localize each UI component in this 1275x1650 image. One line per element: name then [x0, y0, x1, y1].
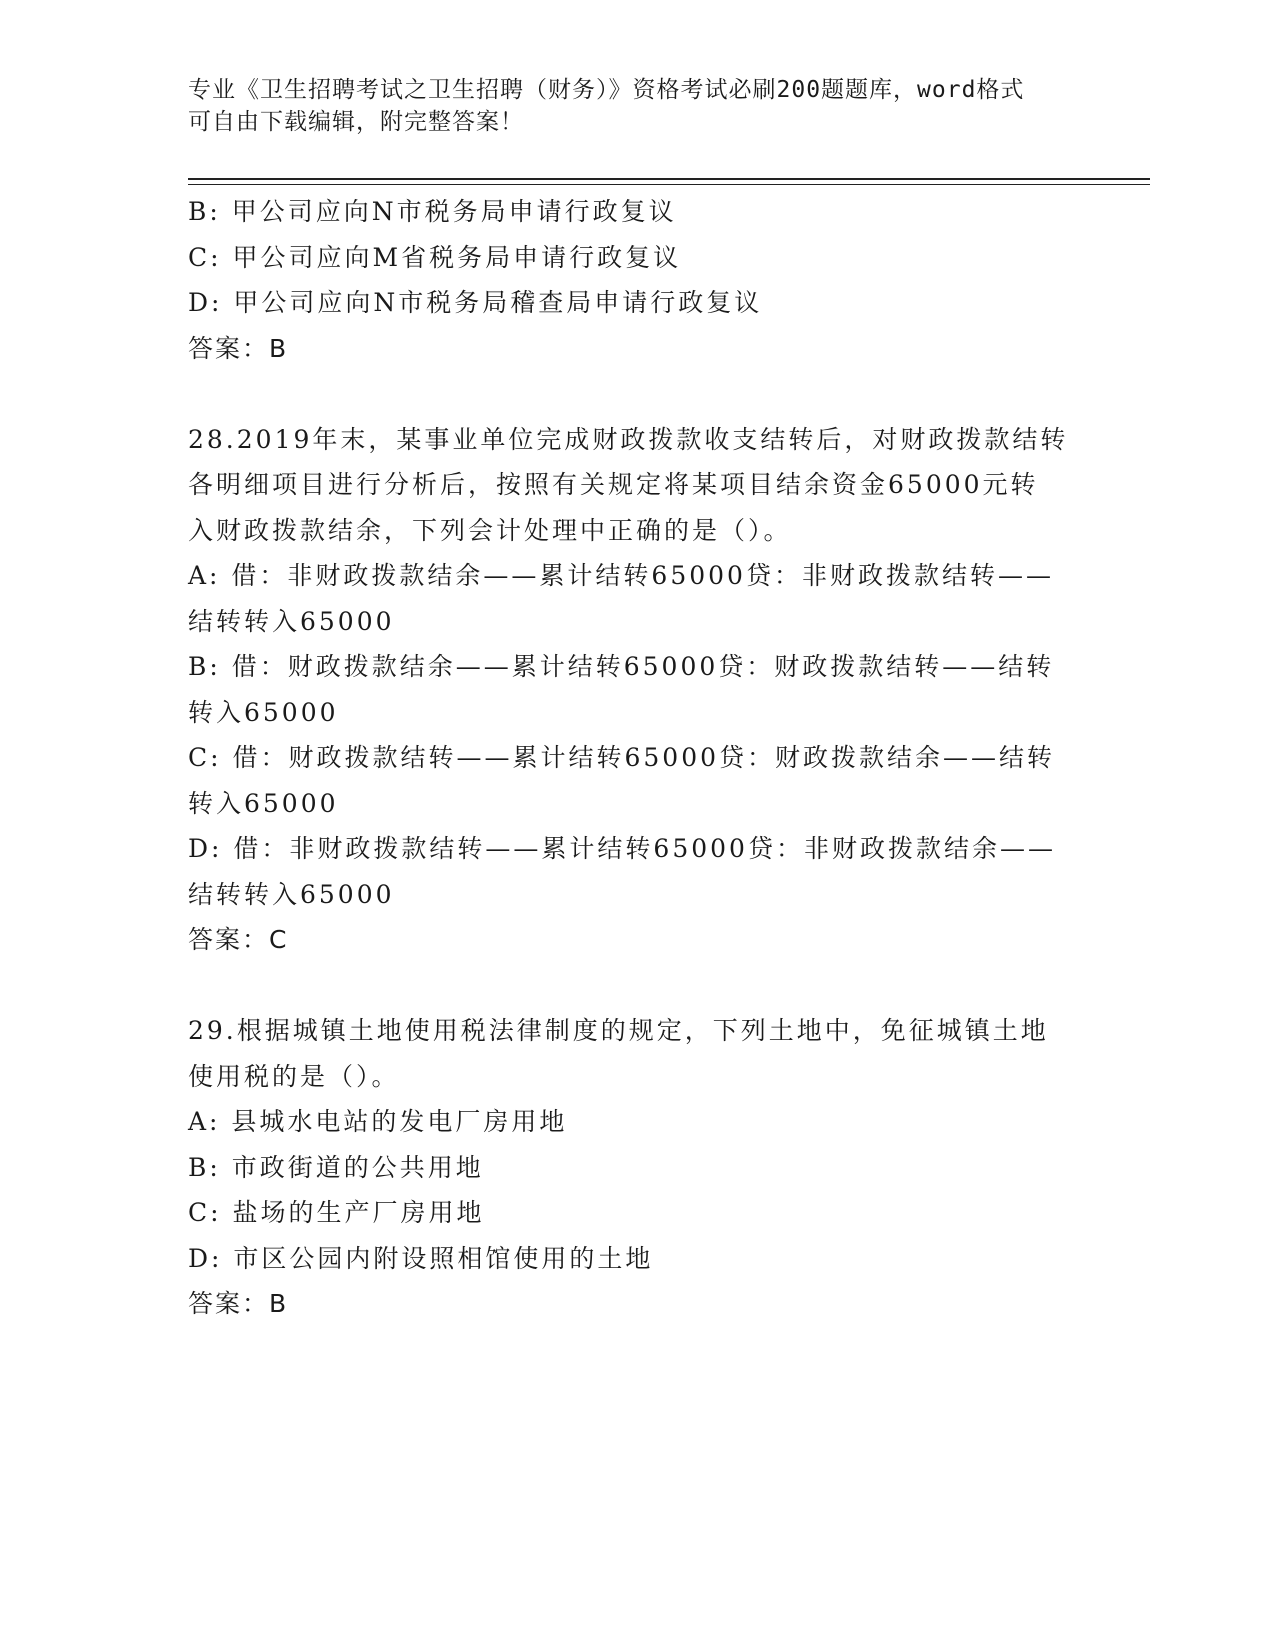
spacer [188, 963, 1088, 1009]
option-d: D: 市区公园内附设照相馆使用的土地 [188, 1243, 654, 1273]
option-c-continued: 转入65000 [188, 788, 339, 818]
header-title-line-2: 可自由下载编辑，附完整答案！ [188, 109, 524, 135]
question-content [188, 189, 1088, 1327]
option-d: D: 甲公司应向N市税务局稽查局申请行政复议 [188, 288, 763, 317]
spacer [188, 371, 1088, 417]
option-c: C: 借：财政拨款结转——累计结转65000贷：财政拨款结余——结转 [188, 743, 1056, 772]
answer-label: 答案：B [188, 1289, 289, 1318]
document-header [188, 74, 1088, 138]
question-stem-line: 使用税的是（）。 [188, 1061, 400, 1091]
option-b: B: 借：财政拨款结余——累计结转65000贷：财政拨款结转——结转 [188, 652, 1055, 681]
option-a: A: 县城水电站的发电厂房用地 [188, 1107, 568, 1136]
question-29 [188, 1008, 1088, 1327]
option-b-continued: 转入65000 [188, 697, 339, 727]
question-28 [188, 417, 1088, 963]
option-c: C: 盐场的生产厂房用地 [188, 1198, 485, 1227]
option-b: B: 甲公司应向N市税务局申请行政复议 [188, 197, 677, 226]
header-title-line-1: 专业《卫生招聘考试之卫生招聘（财务）》资格考试必刷200题题库，word格式 [188, 77, 1025, 103]
question-stem-line: 28.2019年末，某事业单位完成财政拨款收支结转后，对财政拨款结转 [188, 424, 1069, 454]
option-a: A: 借：非财政拨款结余——累计结转65000贷：非财政拨款结转—— [188, 561, 1054, 590]
question-stem-line: 各明细项目进行分析后，按照有关规定将某项目结余资金65000元转 [188, 470, 1039, 499]
option-d-continued: 结转转入65000 [188, 879, 395, 909]
question-stem-line: 入财政拨款结余，下列会计处理中正确的是（）。 [188, 515, 792, 545]
question-27-tail [188, 189, 1088, 371]
option-d: D: 借：非财政拨款结转——累计结转65000贷：非财政拨款结余—— [188, 834, 1056, 863]
option-c: C: 甲公司应向M省税务局申请行政复议 [188, 242, 682, 272]
header-rule-thin [188, 184, 1150, 185]
question-stem-line: 29.根据城镇土地使用税法律制度的规定，下列土地中，免征城镇土地 [188, 1016, 1049, 1045]
option-b: B: 市政街道的公共用地 [188, 1152, 484, 1182]
option-a-continued: 结转转入65000 [188, 606, 395, 636]
header-rule-thick [188, 178, 1150, 180]
answer-label: 答案：B [188, 333, 289, 363]
answer-label: 答案：C [188, 925, 289, 954]
